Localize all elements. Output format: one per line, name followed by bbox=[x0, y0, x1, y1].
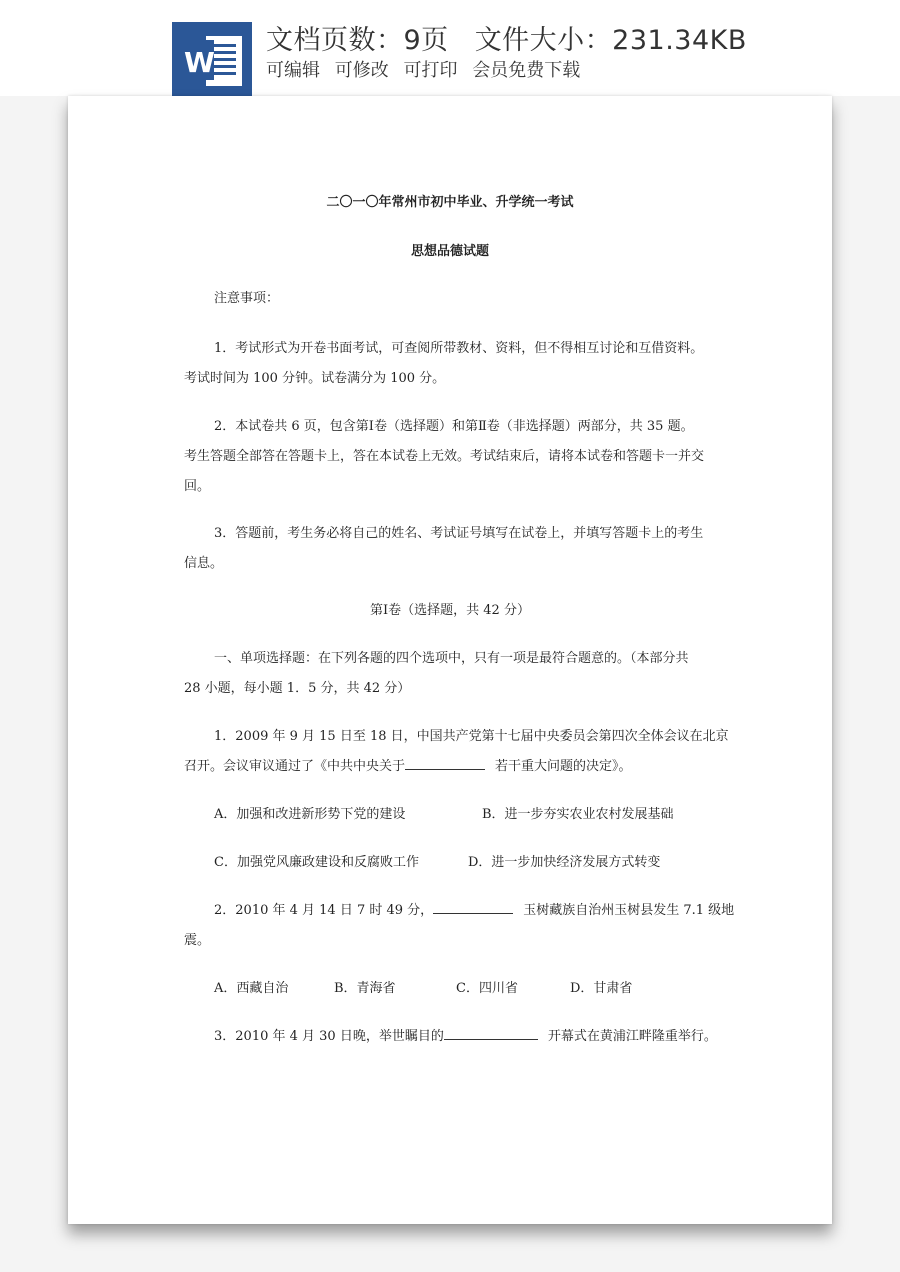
question-2-option-d: D．甘肃省 bbox=[570, 981, 633, 996]
part-1-instructions-line-1: 一、单项选择题：在下列各题的四个选项中，只有一项是最符合题意的。（本部分共 bbox=[214, 651, 689, 666]
answer-blank bbox=[444, 1025, 538, 1040]
question-2-option-b: B．青海省 bbox=[334, 981, 396, 996]
question-1-option-c: C．加强党风廉政建设和反腐败工作 bbox=[214, 855, 419, 870]
document-title: 二〇一〇年常州市初中毕业、升学统一考试 bbox=[326, 195, 574, 210]
question-3-text-a: 3．2010 年 4 月 30 日晚，举世瞩目的 bbox=[214, 1029, 444, 1044]
file-info-line bbox=[266, 18, 747, 57]
question-1-text-b: 若干重大问题的决定》。 bbox=[495, 759, 632, 774]
question-2-text-a: 2．2010 年 4 月 14 日 7 时 49 分， bbox=[214, 903, 434, 918]
section-1-heading: 第Ⅰ卷（选择题，共 42 分） bbox=[370, 603, 530, 618]
answer-blank bbox=[433, 899, 513, 914]
part-1-instructions-line-2: 28 小题，每小题 1．5 分，共 42 分） bbox=[184, 681, 411, 696]
question-2-line-1 bbox=[214, 896, 734, 926]
question-2-text-b: 玉树藏族自治州玉树县发生 7.1 级地 bbox=[523, 903, 735, 918]
question-1-option-a: A．加强和改进新形势下党的建设 bbox=[214, 807, 406, 822]
question-3-text-b: 开幕式在黄浦江畔隆重举行。 bbox=[547, 1029, 717, 1044]
notice-2-line-3: 回。 bbox=[184, 479, 211, 494]
notice-heading: 注意事项： bbox=[214, 291, 280, 306]
notice-2-line-2: 考生答题全部答在答题卡上，答在本试卷上无效。考试结束后，请将本试卷和答题卡一并交 bbox=[184, 449, 705, 464]
notice-3-line-1: 3．答题前，考生务必将自己的姓名、考试证号填写在试卷上，并填写答题卡上的考生 bbox=[214, 526, 704, 541]
answer-blank bbox=[405, 755, 485, 770]
notice-2-line-1: 2．本试卷共 6 页，包含第Ⅰ卷（选择题）和第Ⅱ卷（非选择题）两部分，共 35 题。 bbox=[214, 419, 694, 434]
feature-list bbox=[266, 56, 589, 82]
question-1-option-d: D．进一步加快经济发展方式转变 bbox=[468, 855, 661, 870]
question-1-option-b: B．进一步夯实农业农村发展基础 bbox=[482, 807, 674, 822]
notice-1-line-2: 考试时间为 100 分钟。试卷满分为 100 分。 bbox=[184, 371, 446, 386]
notice-1-line-1: 1．考试形式为开卷书面考试，可查阅所带教材、资料，但不得相互讨论和互借资料。 bbox=[214, 341, 704, 356]
page-count-label: 文档页数：9页 bbox=[266, 25, 449, 56]
feature-member-download: 会员免费下载 bbox=[472, 60, 581, 81]
file-size-label: 文件大小：231.34KB bbox=[474, 25, 747, 56]
feature-modifiable: 可修改 bbox=[334, 60, 389, 81]
question-2-option-c: C．四川省 bbox=[456, 981, 518, 996]
notice-3-line-2: 信息。 bbox=[184, 556, 224, 571]
question-2-option-a: A．西藏自治 bbox=[214, 981, 289, 996]
feature-editable: 可编辑 bbox=[266, 60, 320, 81]
question-3-line-1 bbox=[214, 1022, 717, 1052]
question-2-line-2: 震。 bbox=[184, 933, 211, 948]
document-subtitle: 思想品德试题 bbox=[410, 244, 489, 259]
question-1-line-2 bbox=[184, 752, 632, 782]
document-page bbox=[68, 96, 832, 1224]
feature-printable: 可打印 bbox=[403, 60, 458, 81]
question-1-text-a: 召开。会议审议通过了《中共中央关于 bbox=[184, 759, 406, 774]
header-banner bbox=[0, 0, 900, 96]
svg-text:W: W bbox=[184, 46, 215, 79]
word-icon bbox=[172, 22, 252, 96]
question-1-line-1: 1．2009 年 9 月 15 日至 18 日，中国共产党第十七届中央委员会第四次全体会议在北京 bbox=[214, 729, 729, 744]
